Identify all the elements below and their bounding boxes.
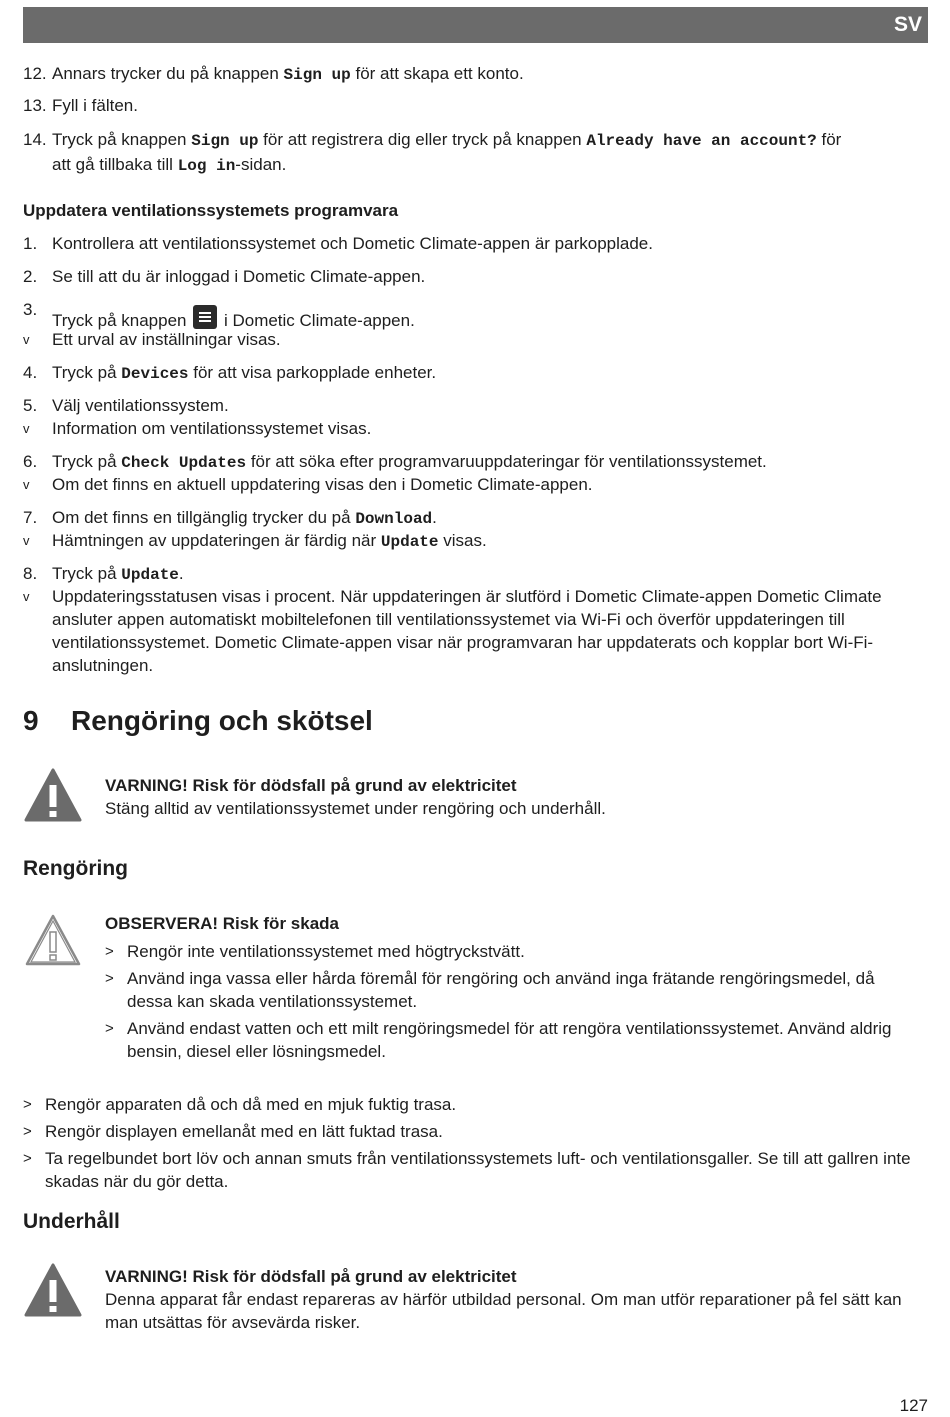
step-12: 12. Annars trycker du på knappen Sign up för att skapa ett konto.	[23, 64, 524, 84]
update-step-8-result: v Uppdateringsstatusen visas i procent. När uppdateringen är slutförd i Dometic Climate-appen Dometic Climate ansluter appen automatiskt mobiltelefonen till ventilationssystemet via Wi-Fi och överför uppdateringen till ventilationssystemet. Dometic Climate-appen visar när programvaran har uppdaterats och kopplar bort Wi-Fi- anslutningen.	[23, 587, 882, 675]
update-step-6: 6. Tryck på Check Updates för att söka efter programvaruuppdateringar för ventilationssystemet.	[23, 452, 767, 472]
caution-item: > Rengör inte ventilationssystemet med högtryckstvätt.	[105, 942, 525, 961]
update-step-3: 3. Tryck på knappen i Dometic Climate-appen.	[23, 300, 415, 330]
update-step-6-result: v Om det finns en aktuell uppdatering visas den i Dometic Climate-appen.	[23, 475, 593, 494]
update-section-title: Uppdatera ventilationssystemets programvara	[23, 201, 399, 220]
warning-electricity-1: VARNING! Risk för dödsfall på grund av elektricitet Stäng alltid av ventilationssystemet under rengöring och underhåll.	[105, 776, 606, 818]
page-number: 127	[899, 1396, 928, 1415]
result-marker: v	[23, 332, 30, 347]
warning-icon	[23, 1262, 83, 1318]
update-step-1: 1. Kontrollera att ventilationssystemet och Dometic Climate-appen är parkopplade.	[23, 234, 653, 253]
caution-block: OBSERVERA! Risk för skada	[105, 914, 339, 933]
language-code: SV	[893, 13, 922, 36]
header-bar	[23, 7, 928, 43]
cleaning-item: > Ta regelbundet bort löv och annan smuts från ventilationssystemets luft- och ventilationsgaller. Se till att gallren inte skadas när du gör detta.	[23, 1149, 911, 1191]
update-step-7: 7. Om det finns en tillgänglig trycker du på Download.	[23, 508, 437, 528]
warning-icon	[23, 767, 83, 823]
caution-item: > Använd endast vatten och ett milt rengöringsmedel för att rengöra ventilationssystemet. Använd aldrig bensin, diesel eller lösningsmedel.	[105, 1019, 892, 1061]
caution-item: > Använd inga vassa eller hårda föremål för rengöring och använd inga frätande rengöringsmedel, då dessa kan skada ventilationssystemet.	[105, 969, 875, 1011]
step-14: 14. Tryck på knappen Sign up för att registrera dig eller tryck på knappen Already have an account? för att gå tillbaka till Log in-sidan.	[23, 130, 842, 175]
chapter-heading: 9 Rengöring och skötsel	[23, 705, 373, 736]
update-step-8: 8. Tryck på Update.	[23, 564, 184, 584]
step-13: 13. Fyll i fälten.	[23, 96, 138, 115]
menu-icon	[193, 305, 217, 329]
maintenance-title: Underhåll	[23, 1210, 120, 1233]
update-step-5-result: v Information om ventilationssystemet visas.	[23, 419, 372, 438]
update-step-7-result: v Hämtningen av uppdateringen är färdig när Update visas.	[23, 531, 487, 551]
update-step-3-result: v Ett urval av inställningar visas.	[23, 330, 281, 349]
cleaning-title: Rengöring	[23, 857, 128, 880]
warning-electricity-2: VARNING! Risk för dödsfall på grund av elektricitet Denna apparat får endast repareras av härför utbildad personal. Om man utför reparationer på fel sätt kan man utsättas för avsevärda risker.	[105, 1267, 902, 1332]
caution-icon	[23, 912, 83, 968]
update-step-2: 2. Se till att du är inloggad i Dometic Climate-appen.	[23, 267, 426, 286]
update-step-4: 4. Tryck på Devices för att visa parkopplade enheter.	[23, 363, 437, 383]
update-step-5: 5. Välj ventilationssystem.	[23, 396, 229, 415]
cleaning-item: > Rengör displayen emellanåt med en lätt fuktad trasa.	[23, 1122, 443, 1141]
cleaning-item: > Rengör apparaten då och då med en mjuk fuktig trasa.	[23, 1095, 457, 1114]
sign-up-label: Sign up	[283, 66, 351, 84]
